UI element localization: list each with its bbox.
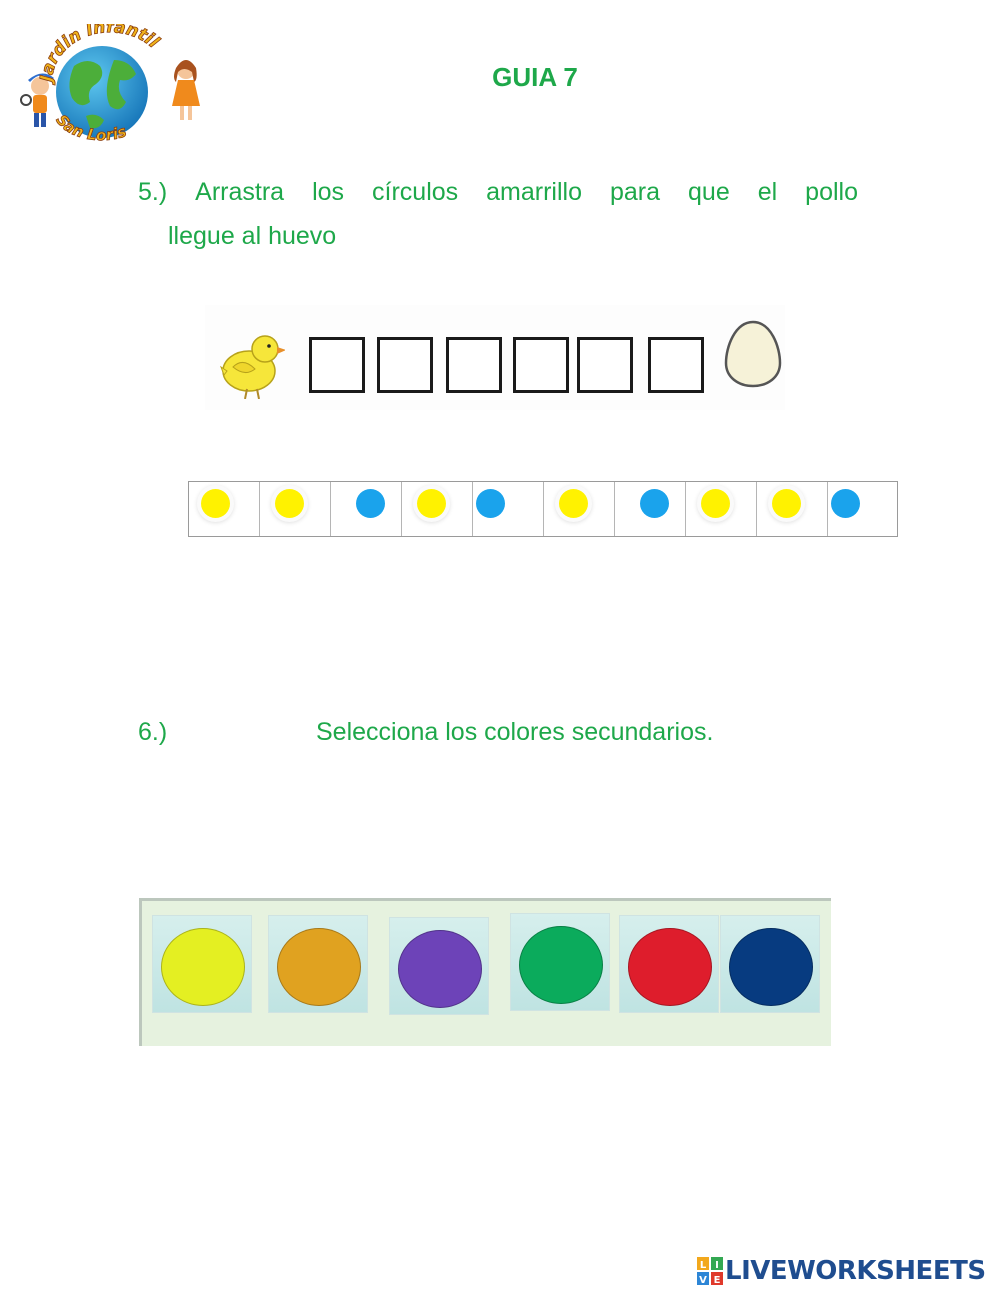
orange-circle [277,928,361,1006]
path-box[interactable] [513,337,569,393]
circle-strip [188,481,898,537]
green-circle [519,926,603,1004]
strip-cell [331,482,402,536]
blue-circle-draggable[interactable] [356,489,385,518]
strip-cell [686,482,757,536]
chick-path [205,305,785,410]
question-5-line1 [138,170,858,214]
page-title: GUIA 7 [492,62,578,92]
yellow-circle [161,928,245,1006]
logo-letter: E [713,1275,721,1285]
question-5-word: Arrastra [195,178,285,206]
yellow-circle-draggable[interactable] [701,489,730,518]
liveworksheets-logo-icon [697,1257,723,1285]
question-5-line2: llegue al huevo [168,222,337,250]
strip-cell [260,482,331,536]
strip-cell [615,482,686,536]
question-5-word: pollo [805,178,858,206]
yellow-circle-draggable[interactable] [772,489,801,518]
logo-letter: V [699,1275,707,1285]
color-swatch-navy[interactable] [720,915,820,1013]
path-box[interactable] [648,337,704,393]
liveworksheets-brand [697,1254,986,1288]
color-swatch-red[interactable] [619,915,719,1013]
egg-icon [723,319,783,389]
red-circle [628,928,712,1006]
question-5 [138,170,858,258]
chick-icon [219,327,285,399]
blue-circle-draggable[interactable] [640,489,669,518]
logo-letter: L [699,1260,707,1271]
strip-cell [473,482,544,536]
color-swatch-orange[interactable] [268,915,368,1013]
color-swatch-green[interactable] [510,913,610,1011]
path-box[interactable] [577,337,633,393]
logo-letter: I [715,1260,719,1271]
navy-circle [729,928,813,1006]
color-swatch-yellow[interactable] [152,915,252,1013]
strip-cell [189,482,260,536]
question-6-number: 6.) [138,718,168,746]
color-palette [139,898,831,1046]
question-5-word: círculos [372,178,459,206]
yellow-circle-draggable[interactable] [559,489,588,518]
question-5-word: para [609,178,661,206]
question-5-word: que [688,178,730,206]
strip-cell [828,482,899,536]
question-5-word: los [312,178,345,206]
logo-bottom-text: San Loris [52,111,129,145]
yellow-circle-draggable[interactable] [417,489,446,518]
blue-circle-draggable[interactable] [476,489,505,518]
question-5-word: amarrillo [486,178,582,206]
path-box[interactable] [446,337,502,393]
brand-name: LIVEWORKSHEETS [725,1256,986,1286]
question-5-word: el [757,178,778,206]
path-box[interactable] [309,337,365,393]
color-swatch-purple[interactable] [389,917,489,1015]
yellow-circle-draggable[interactable] [275,489,304,518]
question-6-text: Selecciona los colores secundarios. [316,718,714,746]
question-6 [138,710,858,754]
strip-cell [402,482,473,536]
path-box[interactable] [377,337,433,393]
question-5-number: 5.) [138,178,168,206]
yellow-circle-draggable[interactable] [201,489,230,518]
logo-top-text: Jardin Infantil [36,24,163,83]
strip-cell [757,482,828,536]
strip-cell [544,482,615,536]
purple-circle [398,930,482,1008]
blue-circle-draggable[interactable] [831,489,860,518]
